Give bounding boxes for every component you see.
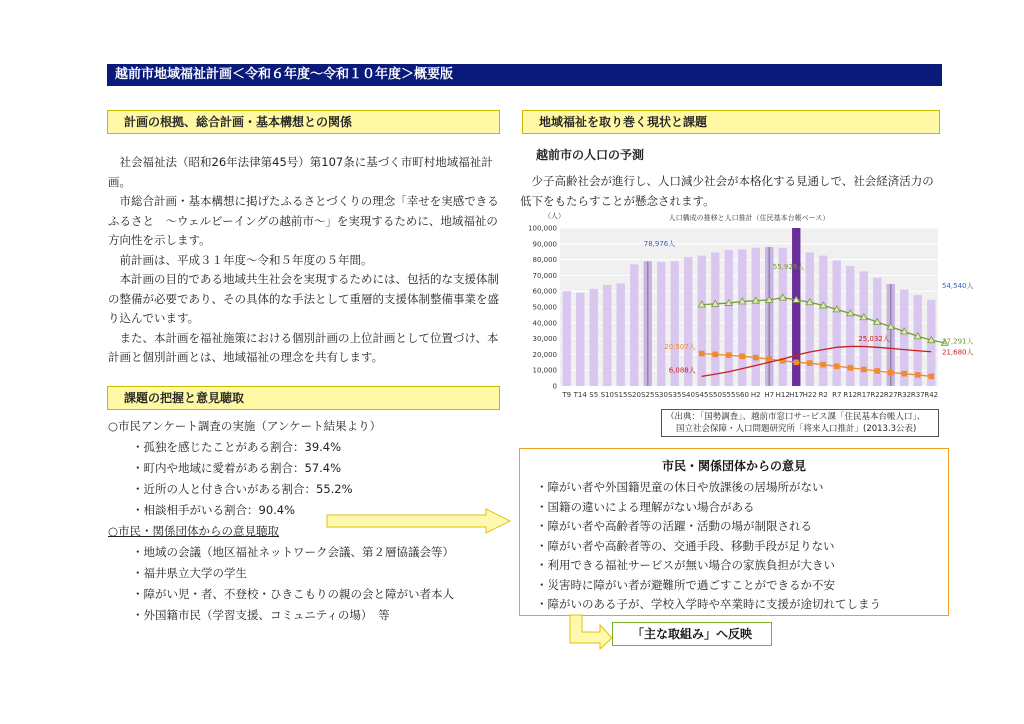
x-tick-label: R27 <box>883 391 898 399</box>
basis-paragraph-2: 市総合計画・基本構想に掲げたふるさとづくりの理念「幸せを実感できる ふるさと ～ウェルビーイングの越前市～」を実現するために、地域福祉の方向性を示します。 <box>108 194 511 247</box>
y-tick-label: 0 <box>552 382 557 391</box>
population-bar <box>725 250 733 386</box>
y-axis-label: （人） <box>544 212 565 220</box>
population-bar <box>563 291 571 386</box>
x-tick-label: S25 <box>641 391 655 399</box>
x-tick-label: R42 <box>924 391 939 399</box>
x-tick-label: S50 <box>708 391 722 399</box>
opinion-item: ・災害時に障がい者が避難所で過ごすことができるか不安 <box>536 577 835 592</box>
y-tick-label: 50,000 <box>532 303 557 312</box>
survey-heading: ○市民アンケート調査の実施（アンケート結果より） <box>108 419 382 433</box>
opinions-box <box>519 448 949 616</box>
opinion-item: ・障がい者や高齢者等の活躍・活動の場が制限される <box>536 519 812 533</box>
y-tick-label: 20,000 <box>532 350 557 359</box>
population-bar <box>576 293 584 386</box>
survey-item: ・孤独を感じたことがある割合：39.4% <box>132 440 342 454</box>
youth-point <box>861 367 867 373</box>
x-tick-label: S15 <box>614 391 628 399</box>
x-tick-label: H17 <box>789 391 804 399</box>
population-bar <box>738 249 746 386</box>
x-tick-label: S60 <box>735 391 749 399</box>
source-line-1: （出典：「国勢調査」、越前市窓口サービス課「住民基本台帳人口」、 <box>666 412 926 422</box>
x-tick-label: H12 <box>775 391 790 399</box>
basis-text <box>108 153 511 368</box>
population-bar <box>657 262 665 386</box>
flow-arrow-right <box>326 508 512 534</box>
youth-point <box>712 352 718 358</box>
x-tick-label: H2 <box>750 391 761 399</box>
hearing-item: ・外国籍市民（学習支援、コミュニティの場） 等 <box>132 608 390 622</box>
hearing-item: ・福井県立大学の学生 <box>132 566 247 580</box>
data-label: 78,976人 <box>643 240 676 249</box>
data-label: 20,507人 <box>664 342 696 351</box>
chart-subheading: 越前市の人口の予測 <box>536 148 645 162</box>
data-label: 27,291人 <box>942 337 974 346</box>
youth-point <box>739 353 745 359</box>
youth-point <box>915 372 921 378</box>
opinion-item: ・障がい者や高齢者等の、交通手段、移動手段が足りない <box>536 538 835 553</box>
chart-source <box>661 409 939 437</box>
population-bar <box>630 264 638 386</box>
opinion-item: ・国籍の違いによる理解がない場合がある <box>536 499 755 514</box>
population-bar <box>603 285 611 386</box>
youth-point <box>699 351 705 357</box>
section-heading-issues: 課題の把握と意見聴取 <box>107 386 500 410</box>
x-tick-label: R22 <box>870 391 885 399</box>
reflect-label: 「主な取組み」へ反映 <box>612 622 772 646</box>
x-tick-label: H7 <box>764 391 775 399</box>
basis-paragraph-4: 本計画の目的である地域共生社会を実現するためには、包括的な支援体制の整備が必要であり、その具体的な手法として重層的支援体制整備事業を盛り込んでいます。 <box>108 272 499 325</box>
y-tick-label: 60,000 <box>532 287 557 296</box>
x-tick-label: S40 <box>681 391 695 399</box>
x-tick-label: H22 <box>802 391 817 399</box>
youth-point <box>874 368 880 374</box>
youth-point <box>753 355 759 361</box>
data-label: 6,088人 <box>668 366 696 375</box>
basis-paragraph-3: 前計画は、平成３１年度～令和５年度の５年間。 <box>108 252 373 267</box>
basis-paragraph-5: また、本計画を福祉施策における個別計画の上位計画として位置づけ、本計画と個別計画とは、地域福祉の理念を共有します。 <box>108 330 499 364</box>
population-bar <box>711 252 719 386</box>
youth-point <box>766 356 772 362</box>
data-label: 21,680人 <box>942 348 974 357</box>
population-bar <box>590 289 598 386</box>
opinion-item: ・障がいのある子が、学校入学時や卒業時に支援が途切れてしまう <box>536 597 881 611</box>
population-bar <box>806 252 814 386</box>
x-tick-label: T9 <box>562 391 572 399</box>
x-tick-label: S5 <box>589 391 599 399</box>
y-tick-label: 90,000 <box>532 240 557 249</box>
youth-point <box>847 365 853 371</box>
youth-point <box>793 360 799 366</box>
survey-item: ・町内や地域に愛着がある割合：57.4% <box>132 461 342 475</box>
data-label: 55,929人 <box>772 263 805 272</box>
flow-arrow-bent <box>566 614 614 650</box>
chart-title: 人口構成の推移と人口推計（住民基本台帳ベース） <box>668 214 830 222</box>
x-tick-label: R37 <box>910 391 925 399</box>
youth-point <box>928 374 934 380</box>
population-chart <box>520 208 974 404</box>
source-line-2: 国立社会保障・人口問題研究所「将来人口推計」(2013.3公表) <box>676 424 917 434</box>
section-heading-basis: 計画の根拠、総合計画・基本構想との関係 <box>107 110 500 134</box>
opinions-heading: 市民・関係団体からの意見 <box>661 459 806 473</box>
y-tick-label: 80,000 <box>532 256 557 265</box>
y-tick-label: 100,000 <box>528 224 557 233</box>
x-tick-label: S45 <box>695 391 709 399</box>
opinion-item: ・利用できる福祉サービスが無い場合の家族負担が大きい <box>536 558 835 572</box>
survey-item: ・近所の人と付き合いがある割合：55.2% <box>132 482 353 496</box>
page-title: 越前市地域福祉計画＜令和６年度～令和１０年度＞概要版 <box>107 64 942 86</box>
section-heading-current: 地域福祉を取り巻く現状と課題 <box>522 110 940 134</box>
x-tick-label: S10 <box>600 391 614 399</box>
x-tick-label: R2 <box>818 391 828 399</box>
population-bar <box>617 283 625 386</box>
youth-point <box>726 352 732 358</box>
youth-point <box>901 371 907 377</box>
opinion-item: ・障がい者や外国籍児童の休日や放課後の居場所がない <box>536 480 824 494</box>
x-tick-label: R32 <box>897 391 912 399</box>
hearing-item: ・障がい児・者、不登校・ひきこもりの親の会と障がい者本人 <box>132 587 454 601</box>
x-tick-label: S30 <box>654 391 668 399</box>
data-label: 54,540人 <box>942 282 974 291</box>
x-tick-label: T14 <box>573 391 587 399</box>
x-tick-label: S55 <box>722 391 736 399</box>
x-tick-label: R17 <box>856 391 871 399</box>
youth-point <box>888 370 894 376</box>
survey-item: ・相談相手がいる割合：90.4% <box>132 503 296 517</box>
youth-point <box>807 360 813 366</box>
y-tick-label: 40,000 <box>532 319 557 328</box>
data-label: 25,032人 <box>858 334 890 343</box>
youth-point <box>834 363 840 369</box>
population-bar <box>698 256 706 386</box>
x-tick-label: S35 <box>668 391 682 399</box>
x-tick-label: R7 <box>832 391 842 399</box>
hearing-item: ・地域の会議（地区福祉ネットワーク会議、第２層協議会等） <box>132 545 454 559</box>
y-tick-label: 10,000 <box>532 366 557 375</box>
basis-paragraph-1: 社会福祉法（昭和26年法律第45号）第107条に基づく市町村地域福祉計画。 <box>108 155 493 189</box>
hearing-heading: ○市民・関係団体からの意見聴取 <box>108 524 280 538</box>
y-tick-label: 30,000 <box>532 335 557 344</box>
x-tick-label: R12 <box>843 391 858 399</box>
y-tick-label: 70,000 <box>532 271 557 280</box>
x-tick-label: S20 <box>627 391 641 399</box>
population-intro: 少子高齢社会が進行し、人口減少社会が本格化する見通しで、社会経済活力の低下をもたらすことが懸念されます。 <box>520 174 934 208</box>
youth-point <box>820 362 826 368</box>
opinions-list <box>520 478 948 615</box>
